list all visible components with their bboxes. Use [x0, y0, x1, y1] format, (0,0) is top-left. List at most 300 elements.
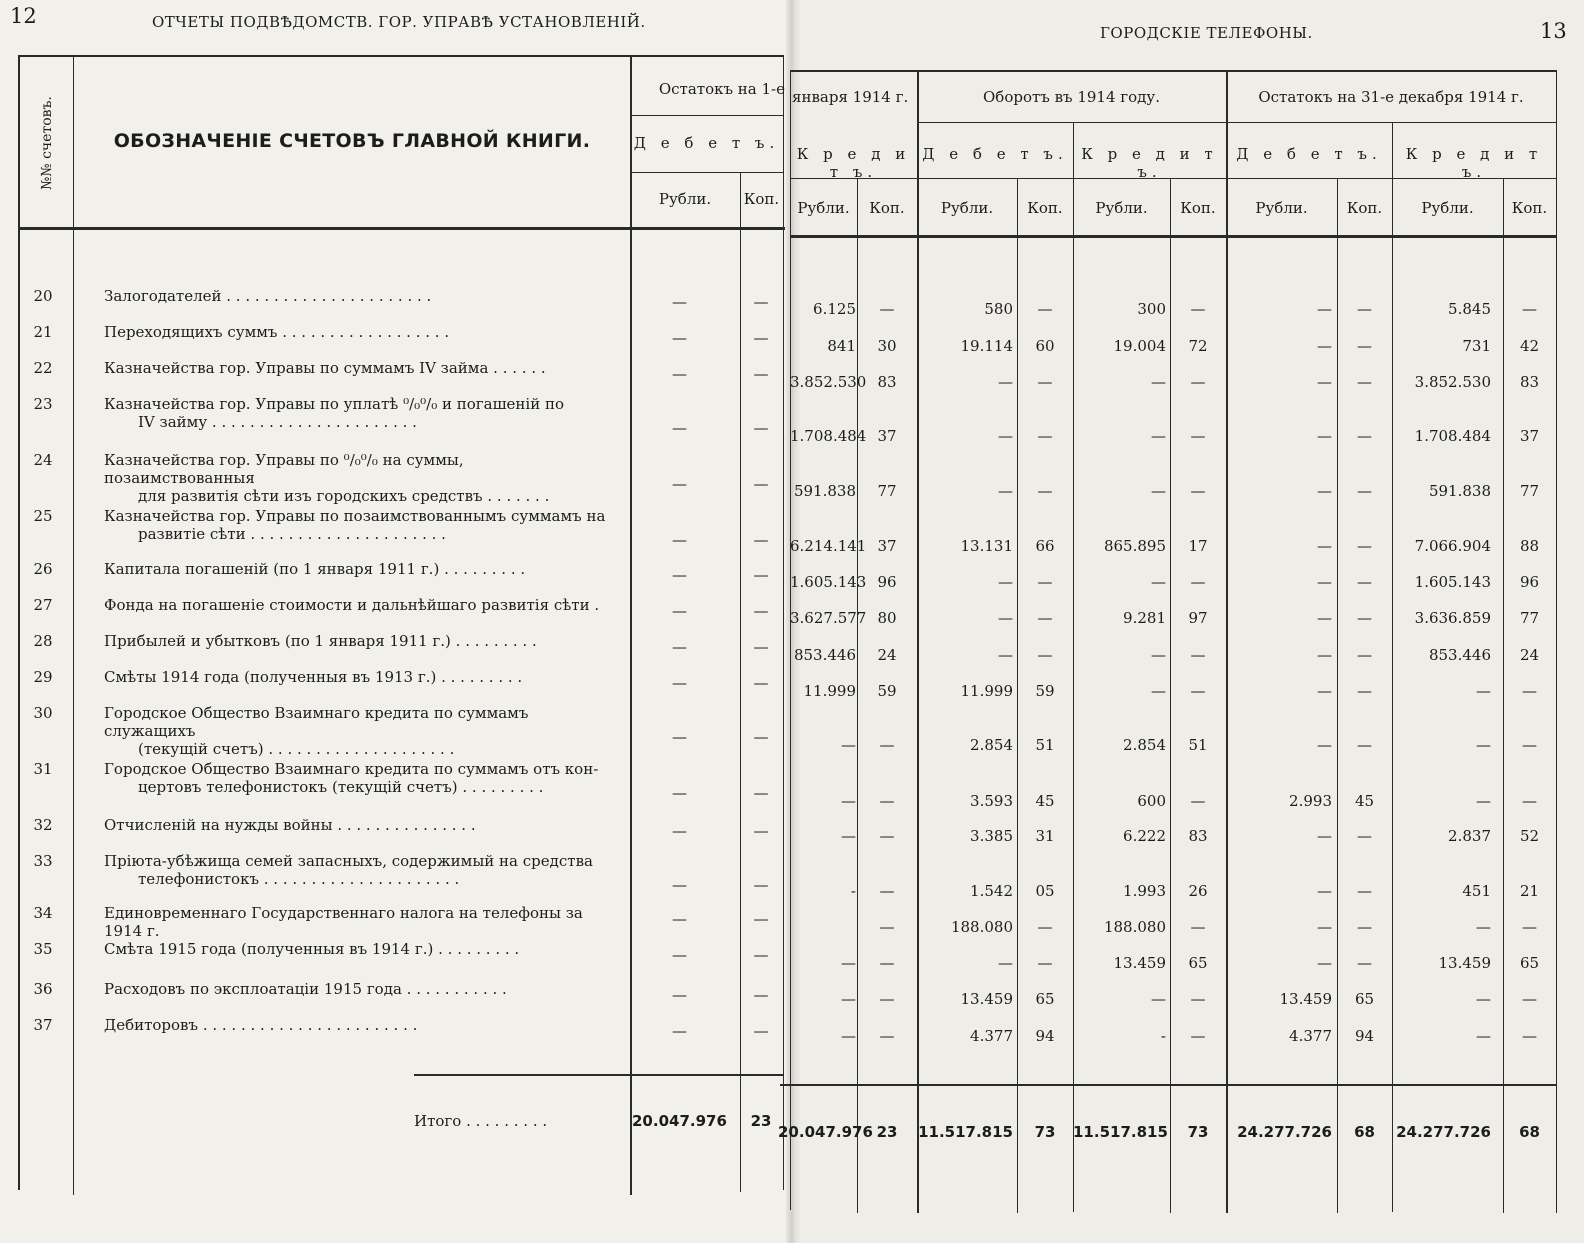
opening-debit-header: Д е б е т ъ.: [633, 134, 780, 152]
closing-debit-rub: —: [1317, 573, 1332, 591]
closing-debit-kop: —: [1357, 373, 1372, 391]
closing-credit-rub: 731: [1462, 337, 1491, 355]
turnover-debit-rub: 13.131: [960, 537, 1013, 555]
closing-debit-kop: —: [1357, 427, 1372, 445]
account-number: 34: [33, 904, 53, 922]
turnover-credit-rub: 300: [1137, 300, 1166, 318]
opening-debit-rub: —: [672, 293, 687, 311]
closing-credit-kop: —: [1522, 1027, 1537, 1045]
turnover-debit-kop: 60: [1035, 337, 1055, 355]
account-designation: [104, 1016, 618, 1034]
opening-credit-kop: —: [879, 792, 895, 810]
opening-credit-kop: 96: [877, 573, 897, 591]
right-running-title: ГОРОДСКІЕ ТЕЛЕФОНЫ.: [1100, 24, 1313, 42]
turnover-credit-header: К р е д и т ъ.: [1081, 145, 1218, 181]
closing-credit-kop: 77: [1519, 482, 1540, 500]
account-number: 22: [33, 359, 53, 377]
turnover-credit-kop: 97: [1188, 609, 1208, 627]
account-designation-line: телефонистокъ . . . . . . . . . . . . . . . . . . . . .: [138, 870, 460, 888]
turnover-credit-kop: 26: [1188, 882, 1208, 900]
opening-credit-rub: -: [850, 882, 856, 900]
account-designation-line: Казначейства гор. Управы по позаимствованнымъ суммамъ на: [104, 507, 606, 525]
total-closing-debit-kop: 68: [1354, 1123, 1375, 1141]
opening-credit-kop: —: [879, 954, 895, 972]
opening-debit-kop: —: [753, 822, 769, 840]
closing-debit-rub: 2.993: [1289, 792, 1332, 810]
account-number: 20: [33, 287, 53, 305]
total-opening-debit-rub: 20.047.976: [632, 1112, 727, 1130]
opening-credit-kop: —: [879, 827, 895, 845]
turnover-debit-rub: —: [998, 646, 1013, 664]
account-designation: [104, 596, 618, 614]
turnover-debit-rub: —: [998, 482, 1013, 500]
turnover-credit-kop: —: [1190, 373, 1206, 391]
closing-credit-kop: —: [1522, 300, 1537, 318]
account-designation: [104, 816, 618, 834]
turnover-debit-kop: —: [1037, 573, 1053, 591]
account-designation: [104, 632, 618, 650]
left-page-number: 12: [10, 4, 37, 28]
account-designation: [104, 940, 618, 958]
opening-debit-kop: —: [753, 674, 769, 692]
account-designation: [104, 704, 618, 758]
closing-debit-kop: —: [1357, 827, 1372, 845]
opening-debit-rub: —: [672, 531, 687, 549]
closing-credit-rub: 3.636.859: [1414, 609, 1491, 627]
closing-debit-kop: —: [1357, 882, 1372, 900]
closing-credit-rub: 853.446: [1428, 646, 1491, 664]
turnover-credit-rub: -: [1160, 1027, 1166, 1045]
closing-debit-kop: —: [1357, 337, 1372, 355]
account-designation-line: Казначейства гор. Управы по уплатѣ ⁰/₀⁰/₀ и погашеній по: [104, 395, 565, 413]
closing-credit-kop: —: [1522, 682, 1537, 700]
closing-credit-rub: 1.605.143: [1414, 573, 1491, 591]
opening-balance-header-left: Остатокъ на 1-е: [658, 80, 785, 98]
turnover-debit-rub: —: [998, 373, 1013, 391]
account-designation: [104, 507, 618, 543]
opening-debit-rub: —: [672, 728, 687, 746]
opening-debit-rub: —: [672, 1022, 687, 1040]
closing-credit-kop: —: [1522, 792, 1537, 810]
closing-debit-kop: —: [1357, 646, 1372, 664]
closing-credit-rub: 591.838: [1428, 482, 1491, 500]
total-turnover-credit-rub: 11.517.815: [1073, 1123, 1168, 1141]
opening-debit-kop: —: [753, 293, 769, 311]
turnover-debit-rub: 13.459: [960, 990, 1013, 1008]
closing-debit-kop: —: [1357, 918, 1372, 936]
turnover-debit-kop: 51: [1035, 736, 1055, 754]
account-number: 27: [33, 596, 53, 614]
closing-credit-rub: —: [1476, 1027, 1491, 1045]
account-designation: [104, 323, 618, 341]
account-number: 33: [33, 852, 53, 870]
closing-debit-rub: —: [1317, 609, 1332, 627]
opening-debit-rub: —: [672, 946, 687, 964]
opening-debit-kop: —: [753, 365, 769, 383]
turnover-debit-rub-header: Рубли.: [940, 199, 994, 217]
closing-debit-kop: —: [1357, 537, 1372, 555]
closing-debit-rub: —: [1317, 918, 1332, 936]
turnover-debit-kop: —: [1037, 482, 1053, 500]
account-designation-line: Отчисленій на нужды войны . . . . . . . . . . . . . . .: [104, 816, 476, 834]
closing-credit-kop: 65: [1519, 954, 1540, 972]
opening-credit-rub: —: [841, 736, 856, 754]
account-number: 21: [33, 323, 53, 341]
turnover-credit-rub: 600: [1137, 792, 1166, 810]
opening-credit-kop: —: [879, 300, 895, 318]
opening-credit-rub: 1.708.484: [790, 427, 867, 445]
closing-debit-kop: —: [1357, 482, 1372, 500]
turnover-debit-rub: 3.593: [970, 792, 1013, 810]
turnover-credit-rub: —: [1151, 573, 1166, 591]
closing-debit-rub: 13.459: [1279, 990, 1332, 1008]
closing-credit-rub: 13.459: [1438, 954, 1491, 972]
closing-debit-kop-header: Коп.: [1346, 199, 1383, 217]
account-designation-line: цертовъ телефонистокъ (текущій счетъ) . . . . . . . . .: [138, 778, 544, 796]
closing-credit-rub: 2.837: [1448, 827, 1491, 845]
turnover-debit-kop: 05: [1035, 882, 1055, 900]
closing-credit-kop: 21: [1519, 882, 1540, 900]
turnover-debit-rub: 2.854: [970, 736, 1013, 754]
account-designation-line: Смѣта 1915 года (полученныя въ 1914 г.) . . . . . . . . .: [104, 940, 520, 958]
account-number: 28: [33, 632, 53, 650]
opening-credit-rub-header: Рубли.: [797, 199, 850, 217]
opening-credit-kop: 37: [877, 537, 897, 555]
turnover-debit-kop: 94: [1035, 1027, 1055, 1045]
opening-debit-kop-header: Коп.: [743, 190, 780, 208]
account-designation-line: Пріюта-убѣжища семей запасныхъ, содержимый на средства: [104, 852, 593, 870]
turnover-credit-rub: 865.895: [1103, 537, 1166, 555]
turnover-credit-rub: 6.222: [1123, 827, 1166, 845]
opening-debit-kop: —: [753, 419, 769, 437]
account-number: 24: [33, 451, 53, 469]
closing-credit-kop: 96: [1519, 573, 1540, 591]
closing-credit-rub: —: [1476, 918, 1491, 936]
account-number: 29: [33, 668, 53, 686]
closing-credit-kop: 24: [1519, 646, 1540, 664]
account-designation-line: Казначейства гор. Управы по суммамъ IV займа . . . . . .: [104, 359, 546, 377]
turnover-debit-rub: 3.385: [970, 827, 1013, 845]
closing-debit-rub: —: [1317, 482, 1332, 500]
opening-credit-kop: —: [879, 990, 895, 1008]
account-designation-line: Единовременнаго Государственнаго налога на телефоны за 1914 г.: [104, 904, 583, 940]
closing-debit-rub: —: [1317, 300, 1332, 318]
account-designation: [104, 560, 618, 578]
total-opening-credit-rub: 20.047.976: [778, 1123, 873, 1141]
closing-debit-rub: —: [1317, 537, 1332, 555]
account-designation-line: Казначейства гор. Управы по ⁰/₀⁰/₀ на суммы, позаимствованныя: [104, 451, 464, 487]
opening-debit-kop: —: [753, 728, 769, 746]
turnover-credit-rub: 13.459: [1113, 954, 1166, 972]
account-number: 35: [33, 940, 53, 958]
opening-debit-rub: —: [672, 329, 687, 347]
turnover-credit-rub: 9.281: [1123, 609, 1166, 627]
account-number: 32: [33, 816, 53, 834]
account-designation-line: Городское Общество Взаимнаго кредита по суммамъ служащихъ: [104, 704, 529, 740]
opening-debit-kop: —: [753, 946, 769, 964]
turnover-debit-kop: 31: [1035, 827, 1055, 845]
turnover-credit-kop: 72: [1188, 337, 1208, 355]
turnover-credit-rub: —: [1151, 646, 1166, 664]
turnover-credit-rub: 2.854: [1123, 736, 1166, 754]
account-designation-line: Переходящихъ суммъ . . . . . . . . . . . . . . . . . .: [104, 323, 450, 341]
turnover-debit-rub: 11.999: [960, 682, 1013, 700]
closing-credit-rub: 1.708.484: [1414, 427, 1491, 445]
closing-credit-kop: —: [1522, 736, 1537, 754]
account-designation-line: Прибылей и убытковъ (по 1 января 1911 г.) . . . . . . . . .: [104, 632, 537, 650]
opening-debit-kop: —: [753, 910, 769, 928]
opening-credit-kop: 83: [877, 373, 897, 391]
closing-credit-kop-header: Коп.: [1511, 199, 1548, 217]
turnover-credit-kop: 17: [1188, 537, 1208, 555]
closing-debit-kop: —: [1357, 736, 1372, 754]
account-number: 23: [33, 395, 53, 413]
opening-credit-rub: 6.214.141: [790, 537, 867, 555]
opening-debit-rub: —: [672, 674, 687, 692]
account-designation: [104, 904, 618, 940]
turnover-credit-kop: —: [1190, 682, 1206, 700]
opening-debit-kop: —: [753, 566, 769, 584]
closing-credit-kop: 42: [1519, 337, 1540, 355]
turnover-credit-kop: —: [1190, 427, 1206, 445]
closing-debit-rub-header: Рубли.: [1255, 199, 1308, 217]
turnover-credit-kop: —: [1190, 792, 1206, 810]
turnover-credit-kop: 51: [1188, 736, 1208, 754]
opening-debit-kop: —: [753, 602, 769, 620]
closing-debit-kop: —: [1357, 682, 1372, 700]
turnover-credit-kop: —: [1190, 990, 1206, 1008]
account-designation-line: (текущій счетъ) . . . . . . . . . . . . . . . . . . . .: [138, 740, 455, 758]
opening-debit-kop: —: [753, 1022, 769, 1040]
turnover-debit-kop: —: [1037, 646, 1053, 664]
closing-credit-kop: 88: [1519, 537, 1540, 555]
opening-credit-kop: —: [879, 1027, 895, 1045]
turnover-debit-kop: 65: [1035, 990, 1055, 1008]
account-designation-line: Фонда на погашеніе стоимости и дальнѣйшаго развитія сѣти .: [104, 596, 600, 614]
turnover-credit-rub: —: [1151, 682, 1166, 700]
closing-credit-kop: 77: [1519, 609, 1540, 627]
account-designation: [104, 451, 618, 505]
opening-credit-rub: 591.838: [793, 482, 856, 500]
closing-debit-kop: 45: [1354, 792, 1375, 810]
turnover-debit-rub: 1.542: [970, 882, 1013, 900]
total-opening-debit-kop: 23: [750, 1112, 772, 1130]
account-number: 30: [33, 704, 53, 722]
closing-credit-kop: 83: [1519, 373, 1540, 391]
total-closing-debit-rub: 24.277.726: [1237, 1123, 1332, 1141]
closing-balance-header: Остатокъ на 31-е декабря 1914 г.: [1258, 88, 1524, 106]
closing-debit-rub: —: [1317, 427, 1332, 445]
opening-credit-rub: —: [841, 954, 856, 972]
opening-credit-rub: —: [841, 827, 856, 845]
turnover-credit-rub: —: [1151, 427, 1166, 445]
opening-debit-kop: —: [753, 876, 769, 894]
opening-credit-rub: 11.999: [803, 682, 856, 700]
turnover-debit-kop: —: [1037, 954, 1053, 972]
opening-credit-kop: 59: [877, 682, 897, 700]
turnover-debit-rub: —: [998, 573, 1013, 591]
col-designation-header: ОБОЗНАЧЕНІЕ СЧЕТОВЪ ГЛАВНОЙ КНИГИ.: [113, 130, 591, 152]
turnover-debit-rub: —: [998, 427, 1013, 445]
account-number: 26: [33, 560, 53, 578]
closing-credit-rub: —: [1476, 792, 1491, 810]
turnover-credit-rub: 188.080: [1103, 918, 1166, 936]
opening-credit-kop: 30: [877, 337, 897, 355]
total-turnover-debit-kop: 73: [1034, 1123, 1056, 1141]
turnover-debit-rub: —: [998, 609, 1013, 627]
total-turnover-credit-kop: 73: [1187, 1123, 1209, 1141]
opening-debit-rub-header: Рубли.: [658, 190, 712, 208]
turnover-credit-rub: 19.004: [1113, 337, 1166, 355]
turnover-credit-kop: —: [1190, 482, 1206, 500]
turnover-debit-rub: 19.114: [960, 337, 1013, 355]
turnover-credit-kop: —: [1190, 1027, 1206, 1045]
closing-debit-kop: 94: [1354, 1027, 1375, 1045]
turnover-credit-rub: —: [1151, 482, 1166, 500]
turnover-debit-kop: —: [1037, 427, 1053, 445]
opening-credit-rub: —: [841, 792, 856, 810]
account-designation: [104, 852, 618, 888]
account-designation-line: Капитала погашеній (по 1 января 1911 г.) . . . . . . . . .: [104, 560, 526, 578]
turnover-credit-rub: —: [1151, 373, 1166, 391]
opening-debit-rub: —: [672, 910, 687, 928]
opening-debit-kop: —: [753, 531, 769, 549]
opening-credit-rub: 6.125: [813, 300, 856, 318]
opening-debit-rub: —: [672, 602, 687, 620]
turnover-credit-rub: —: [1151, 990, 1166, 1008]
closing-debit-rub: —: [1317, 646, 1332, 664]
opening-credit-rub: 3.627.577: [790, 609, 867, 627]
opening-debit-rub: —: [672, 822, 687, 840]
turnover-debit-kop: 59: [1035, 682, 1055, 700]
turnover-debit-kop: 66: [1035, 537, 1055, 555]
account-designation: [104, 359, 618, 377]
col-numbers-header: №№ счетовъ.: [39, 96, 55, 190]
total-label: Итого . . . . . . . . .: [414, 1112, 548, 1130]
turnover-debit-kop: 45: [1035, 792, 1055, 810]
opening-credit-rub: 841: [827, 337, 856, 355]
opening-credit-kop: 24: [877, 646, 897, 664]
closing-credit-rub: —: [1476, 736, 1491, 754]
closing-debit-rub: —: [1317, 373, 1332, 391]
closing-credit-rub: 5.845: [1448, 300, 1491, 318]
closing-debit-kop: —: [1357, 954, 1372, 972]
opening-debit-rub: —: [672, 566, 687, 584]
closing-credit-kop: 52: [1519, 827, 1540, 845]
closing-debit-rub: 4.377: [1289, 1027, 1332, 1045]
opening-debit-rub: —: [672, 876, 687, 894]
opening-debit-rub: —: [672, 784, 687, 802]
turnover-credit-kop: —: [1190, 918, 1206, 936]
account-designation-line: Городское Общество Взаимнаго кредита по суммамъ отъ кон-: [104, 760, 599, 778]
total-closing-credit-kop: 68: [1519, 1123, 1540, 1141]
turnover-credit-kop: —: [1190, 300, 1206, 318]
opening-credit-header: К р е д и т ъ.: [796, 145, 911, 181]
closing-debit-kop: —: [1357, 300, 1372, 318]
account-designation-line: развитіе сѣти . . . . . . . . . . . . . . . . . . . . .: [138, 525, 446, 543]
turnover-debit-header: Д е б е т ъ.: [922, 145, 1068, 163]
opening-credit-kop: —: [879, 736, 895, 754]
opening-credit-rub: 853.446: [793, 646, 856, 664]
closing-credit-kop: 37: [1519, 427, 1540, 445]
account-designation-line: для развитія сѣти изъ городскихъ средствъ . . . . . . .: [138, 487, 550, 505]
closing-debit-rub: —: [1317, 827, 1332, 845]
account-designation-line: IV займу . . . . . . . . . . . . . . . . . . . . . .: [138, 413, 417, 431]
closing-debit-rub: —: [1317, 682, 1332, 700]
closing-credit-rub: —: [1476, 682, 1491, 700]
closing-credit-header: К р е д и т ъ.: [1405, 145, 1543, 181]
account-designation: [104, 668, 618, 686]
account-number: 36: [33, 980, 53, 998]
opening-credit-kop: 77: [877, 482, 897, 500]
opening-credit-kop: 37: [877, 427, 897, 445]
turnover-debit-rub: 580: [984, 300, 1013, 318]
turnover-debit-kop: —: [1037, 918, 1053, 936]
turnover-credit-kop: 83: [1188, 827, 1208, 845]
account-number: 25: [33, 507, 53, 525]
closing-credit-kop: —: [1522, 918, 1537, 936]
turnover-debit-kop: —: [1037, 300, 1053, 318]
total-closing-credit-rub: 24.277.726: [1396, 1123, 1491, 1141]
opening-debit-kop: —: [753, 638, 769, 656]
closing-credit-rub: 3.852.530: [1414, 373, 1491, 391]
opening-credit-rub: —: [841, 990, 856, 1008]
closing-credit-rub: 451: [1462, 882, 1491, 900]
opening-debit-rub: —: [672, 638, 687, 656]
opening-debit-rub: —: [672, 986, 687, 1004]
account-designation-line: Смѣты 1914 года (полученныя въ 1913 г.) . . . . . . . . .: [104, 668, 523, 686]
opening-debit-kop: —: [753, 986, 769, 1004]
opening-debit-kop: —: [753, 784, 769, 802]
turnover-credit-rub-header: Рубли.: [1095, 199, 1148, 217]
opening-credit-kop: —: [879, 882, 895, 900]
closing-debit-rub: —: [1317, 882, 1332, 900]
right-page-number: 13: [1540, 19, 1567, 43]
turnover-debit-rub: 188.080: [950, 918, 1013, 936]
closing-debit-kop: —: [1357, 609, 1372, 627]
account-number: 31: [33, 760, 53, 778]
account-designation: [104, 287, 618, 305]
account-designation-line: Залогодателей . . . . . . . . . . . . . . . . . . . . . .: [104, 287, 432, 305]
total-turnover-debit-rub: 11.517.815: [918, 1123, 1013, 1141]
closing-debit-kop: 65: [1354, 990, 1375, 1008]
turnover-debit-kop: —: [1037, 609, 1053, 627]
opening-credit-kop: —: [879, 918, 895, 936]
opening-debit-rub: —: [672, 365, 687, 383]
turnover-header: Оборотъ въ 1914 году.: [982, 88, 1161, 106]
opening-balance-header-right: января 1914 г.: [792, 88, 909, 106]
turnover-debit-kop: —: [1037, 373, 1053, 391]
opening-debit-rub: —: [672, 475, 687, 493]
turnover-debit-kop-header: Коп.: [1027, 199, 1063, 217]
opening-credit-rub: 1.605.143: [790, 573, 867, 591]
turnover-credit-kop: 65: [1188, 954, 1208, 972]
account-designation-line: Дебиторовъ . . . . . . . . . . . . . . . . . . . . . . .: [104, 1016, 418, 1034]
closing-debit-rub: —: [1317, 337, 1332, 355]
closing-debit-rub: —: [1317, 954, 1332, 972]
closing-credit-rub-header: Рубли.: [1421, 199, 1474, 217]
turnover-credit-rub: 1.993: [1123, 882, 1166, 900]
account-designation: [104, 760, 618, 796]
opening-debit-kop: —: [753, 475, 769, 493]
opening-credit-kop: 80: [877, 609, 897, 627]
turnover-debit-rub: —: [998, 954, 1013, 972]
turnover-credit-kop-header: Коп.: [1180, 199, 1216, 217]
left-running-title: ОТЧЕТЫ ПОДВѢДОМСТВ. ГОР. УПРАВѢ УСТАНОВЛЕНІЙ.: [152, 13, 646, 31]
closing-credit-rub: 7.066.904: [1414, 537, 1491, 555]
opening-credit-kop-header: Коп.: [869, 199, 905, 217]
turnover-credit-kop: —: [1190, 646, 1206, 664]
